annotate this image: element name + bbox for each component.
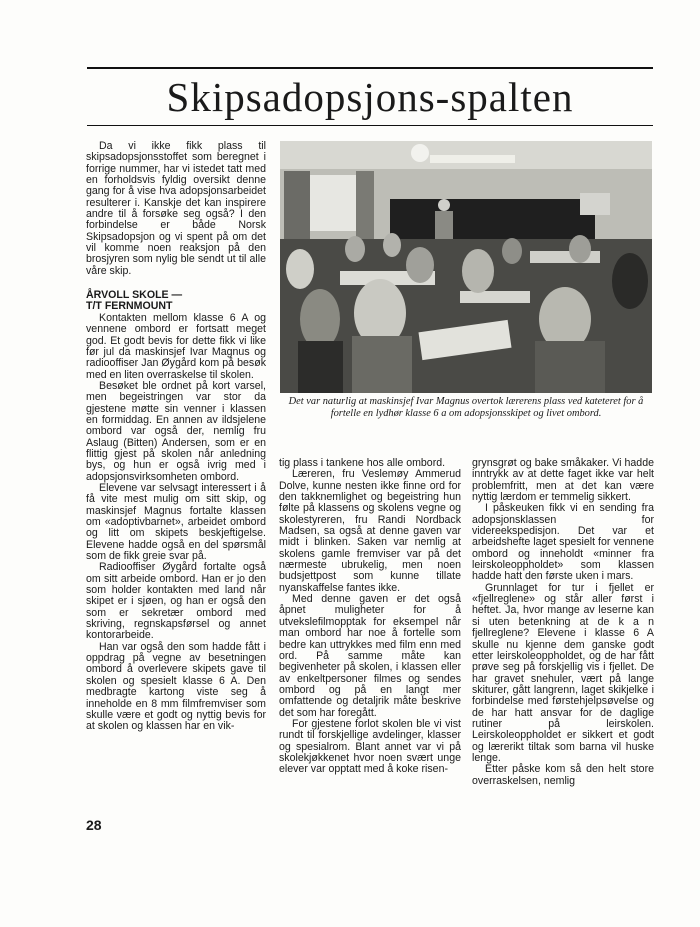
section-heading-line-1: ÅRVOLL SKOLE —	[86, 289, 183, 302]
title-rule-bottom	[87, 125, 653, 126]
paragraph: Med denne gaven er det også åpnet muligheter for å utvekslefilmopptak for eksempel når man ombord har noe å fortelle som bedre kan uttrykkes med film enn med ord. På samme måte kan begivenheter på skolen, i klassen eller av enkeltpersoner filmes og sendes ombord og på en langt mer omfattende og detaljrik måte beskrive det som har foregått.	[279, 593, 461, 719]
paragraph: For gjestene forlot skolen ble vi vist rundt til forskjellige avdelinger, klasser og spesialrom. Blant annet var vi på skolekjøkkenet hvor noen svært unge elever var opptatt med å koke risen-	[279, 717, 461, 776]
paragraph: I påskeuken fikk vi en sending fra adopsjonsklassen for videreekspedisjon. Det var et arbeidshefte laget spesielt for vennene ombord og inneholdt «minner fra leirskoleoppholdet» som klassen hadde hatt den første uken i mars.	[472, 502, 654, 583]
paragraph: Besøket ble ordnet på kort varsel, men begeistringen var stor da gjestene møtte sin venner i klassen en formiddag. En annen av ildsjelene ombord var også der, nemlig fru Aslaug (Bitten) Andersen, som er en flittig gjest på skolen når anledning bys, og hun er også ivrig med i adopsjonsvirksomheten ombord.	[86, 379, 266, 483]
classroom-photo	[280, 141, 652, 393]
page-number: 28	[86, 817, 102, 833]
paragraph: Han var også den som hadde fått i oppdrag på vegne av besetningen ombord å overlevere skipets gave til skolen og spesielt klasse 6 A. Den medbragte kartong viste seg å inneholde en 8 mm filmfremviser som skulle være et godt og nyttig bevis for at skolen og klassen har en vik-	[86, 640, 266, 733]
paragraph: Radiooffiser Øygård fortalte også om sitt arbeide ombord. Han er jo den som holder kontakten med land når skipet er i sjøen, og han er også den som er sekretær ombord med skriving, regnskapsførsel og annet kontorarbeide.	[86, 561, 266, 642]
classroom-photo-illustration	[280, 141, 652, 393]
paragraph: Elevene var selvsagt interessert i å få vite mest mulig om sitt skip, og maskinsjef Magnus fortalte klassen om «adoptivbarnet», arbeidet ombord og litt om skipets beskjeftigelse. Elevene hadde også en del spørsmål som de fikk greie svar på.	[86, 481, 266, 563]
page-title: Skipsadopsjons-spalten	[166, 74, 574, 120]
column-3	[472, 458, 654, 787]
paragraph: grynsgrøt og bake småkaker. Vi hadde inntrykk av at dette faget ikke var helt problemfritt, men at det kan være nyttig lærdom er temmelig sikkert.	[472, 457, 654, 504]
paragraph: Grunnlaget for tur i fjellet er «fjellreglene» og står aller først i heftet. Ja, hvor mange av leserne kan si uten betenkning at de k a n fjellreglene? Elevene i klasse 6 A skulle nu kjenne dem ganske godt etter leirskoleoppholdet, og de har fått prøve seg på forskjellig vis i fjellet. De har gravet snehuler, vært på lange skiturer, gått langrenn, laget skikjelke i forbindelse med førstehjelpsøvelse og de har hatt ansvar for de daglige rutiner på leirskolen. Leirskoleoppholdet er sikkert et godt og lærerikt tiltak som barna vil huske lenge.	[472, 581, 654, 764]
column-1	[86, 141, 266, 733]
paragraph: Etter påske kom så den helt store overraskelsen, nemlig	[472, 763, 654, 787]
section-heading	[86, 290, 266, 313]
column-2	[279, 458, 461, 776]
paragraph: tig plass i tankene hos alle ombord.	[279, 457, 446, 469]
title-rule-top	[87, 67, 653, 69]
paragraph: Kontakten mellom klasse 6 A og vennene ombord er fortsatt meget god. Et godt bevis for dette fikk vi like før jul da maskinsjef Ivar Magnus og radiooffiser Jan Øygård kom på besøk med en liten overraskelse til skolen.	[86, 311, 266, 381]
intro-paragraph: Da vi ikke fikk plass til skipsadopsjonsstoffet som beregnet i forrige nummer, har vi istedet tatt med en forholdsvis fyldig oversikt denne gang for å vise hva adopsjonsarbeidet resulterer i. Kanskje det kan inspirere andre til å forsøke seg også? I den forbindelse er både Norsk Skipsadopsjon og vi spent på om det vil komme noen reaksjon på den brosjyren som nylig ble sendt ut til alle våre skip.	[86, 140, 266, 277]
paragraph: Læreren, fru Veslemøy Ammerud Dolve, kunne nesten ikke finne ord for den takknemlighet og begeistring hun følte på klassens og skolens vegne og skolestyreren, fru Randi Nordback Madsen, sa også at denne gaven var midt i blinken. Saken var nemlig at skolens gamle fremviser var på det nærmeste ubrukelig, men noen budsjettpost som kunne tillate nyanskaffelse fantes ikke.	[279, 468, 461, 594]
section-heading-line-2: T/T FERNMOUNT	[86, 300, 173, 313]
photo-caption: Det var naturlig at maskinsjef Ivar Magnus overtok lærerens plass ved kateteret for å fortelle en lydhør klasse 6 a om adopsjonsskipet og livet ombord.	[288, 396, 644, 419]
